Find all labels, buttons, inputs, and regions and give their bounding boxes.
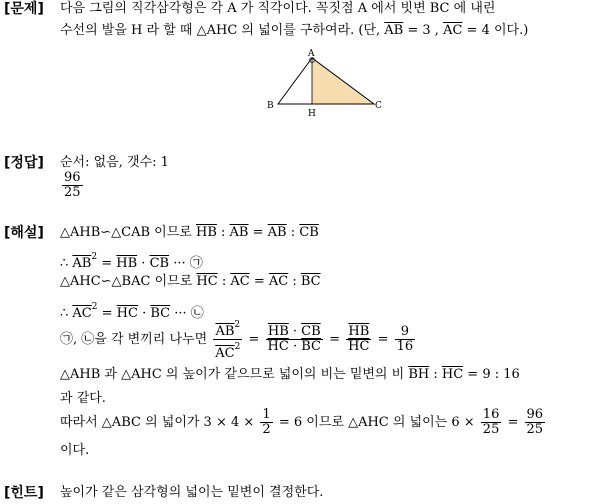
solution-line-5: ㉠, ㉡을 각 변끼리 나누면 $\frac{\overline{AB}^2}{\overline{AC}^2}$ = $\frac{\overline{HB} \cdot \overline{CB}}{\overline{HC} \cdot \overline{BC}}$ = $\frac{\overline{HB}}{HC}$ = $\frac{9}{16}$ [60, 320, 414, 361]
problem-label: [문제] [4, 1, 44, 17]
solution-line-9: 이다. [60, 443, 90, 458]
answer-numerator: 96 [64, 170, 81, 185]
answer-line: 순서: 없음, 갯수: 1 [60, 155, 169, 170]
problem-line-2: 수선의 발을 H 라 할 때 △AHC 의 넓이를 구하여라. (단, $\overline{AB} = 3$ , $\overline{AC} = 4$ 이다.) [60, 23, 529, 38]
solution-line-3: △AHC∽△BAC 이므로 $\overline{HC}$ : $\overline{AC} = \overline{AC}$ : $\overline{BC}$ [60, 274, 321, 289]
solution-line-6: △AHB 과 △AHC 의 높이가 같으므로 넓이의 비는 밑변의 비 $\overline{BH}$ : $\overline{HC} = 9$ : 16 [60, 367, 520, 382]
fraction-hb-hc: $\frac{\overline{HB}}{HC}$ [348, 324, 370, 354]
solution-line-2: ∴ $\overline{AB}^2 = \overline{HB} \cdot \overline{CB}$ ··· ㉠ [60, 252, 203, 271]
hint-text: 높이가 같은 삼각형의 넓이는 밑변이 결정한다. [60, 485, 324, 500]
solution-line-7: 과 같다. [60, 391, 106, 406]
answer-label: [정답] [4, 155, 44, 171]
answer-fraction [60, 171, 85, 200]
solution-line-8: 따라서 △ABC 의 넓이가 3 × 4 × $\frac{1}{2}$ = 6 이므로 △AHC 의 넓이는 6 × $\frac{16}{25}$ = $\frac{96}{25}$ [60, 407, 544, 437]
problem-line-1: 다음 그림의 직각삼각형은 각 A 가 직각이다. 꼭짓점 A 에서 빗변 BC 에 내린 [60, 1, 496, 16]
vertex-h: H [308, 109, 316, 118]
answer-denominator: 25 [64, 185, 81, 200]
vertex-c: C [375, 101, 382, 111]
solution-label: [해설] [4, 225, 44, 241]
fraction-ab2-ac2: $\frac{\overline{AB}^2}{\overline{AC}^2}$ [215, 320, 241, 361]
triangle-figure [262, 46, 392, 118]
solution-line-1: △AHB∽△CAB 이므로 $\overline{HB}$ : $\overline{AB} = \overline{AB}$ : $\overline{CB}$ [60, 225, 319, 240]
vertex-a: A [308, 49, 315, 59]
vertex-b: B [267, 101, 274, 111]
fraction-9-16: $\frac{9}{16}$ [396, 324, 414, 354]
fraction-hbcb-hcbc: $\frac{\overline{HB} \cdot \overline{CB}}{\overline{HC} \cdot \overline{BC}}$ [267, 324, 321, 354]
solution-line-4: ∴ $\overline{AC}^2 = \overline{HC} \cdot \overline{BC}$ ··· ㉡ [60, 302, 204, 321]
hint-label: [힌트] [4, 485, 44, 501]
